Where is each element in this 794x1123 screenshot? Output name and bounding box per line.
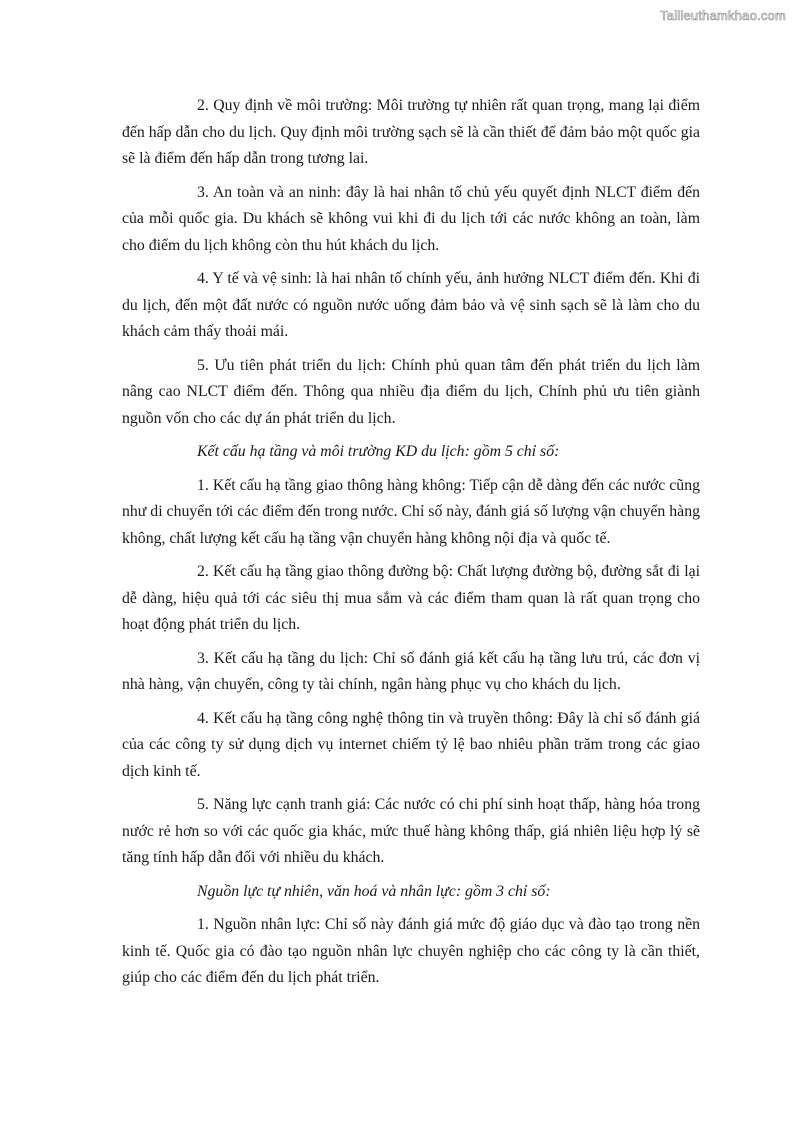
section-heading-resources: Nguồn lực tự nhiên, văn hoá và nhân lực: gồm 3 chỉ số:	[197, 882, 551, 900]
paragraph-tourism-priority: 5. Ưu tiên phát triển du lịch: Chính phủ quan tâm đến phát triển du lịch làm nâng cao NLCT điểm đến. Thông qua nhiều địa điểm du lịch, Chính phủ ưu tiên giành nguồn vốn cho các dự án phát triển du lịch.	[122, 356, 700, 427]
document-page	[122, 93, 700, 999]
watermark-text: Tailieuthamkhao.com	[660, 8, 786, 23]
paragraph-tourism-infrastructure: 3. Kết cấu hạ tầng du lịch: Chỉ số đánh giá kết cấu hạ tầng lưu trú, các đơn vị nhà hàng, vận chuyển, công ty tài chính, ngân hàng phục vụ cho khách du lịch.	[122, 649, 700, 693]
paragraph-ict-infrastructure: 4. Kết cấu hạ tầng công nghệ thông tin và truyền thông: Đây là chỉ số đánh giá của các công ty sử dụng dịch vụ internet chiếm tỷ lệ bao nhiêu phần trăm trong các giao dịch kinh tế.	[122, 709, 700, 780]
paragraph-safety-security: 3. An toàn và an ninh: đây là hai nhân tố chủ yếu quyết định NLCT điểm đến của mỗi quốc gia. Du khách sẽ không vui khi đi du lịch tới các nước không an toàn, làm cho điểm du lịch không còn thu hút khách du lịch.	[122, 183, 700, 254]
paragraph-health-hygiene: 4. Y tế và vệ sinh: là hai nhân tố chính yếu, ảnh hưởng NLCT điểm đến. Khi đi du lịch, đến một đất nước có nguồn nước uống đảm bảo và vệ sinh sạch sẽ là làm cho du khách cảm thấy thoải mái.	[122, 270, 700, 340]
paragraph-price-competitiveness: 5. Năng lực cạnh tranh giá: Các nước có chi phí sinh hoạt thấp, hàng hóa trong nước rẻ hơn so với các quốc gia khác, mức thuế hàng không thấp, giá nhiên liệu hợp lý sẽ tăng tính hấp dẫn đối với nhiều du khách.	[122, 796, 700, 866]
paragraph-road-transport: 2. Kết cấu hạ tầng giao thông đường bộ: Chất lượng đường bộ, đường sắt đi lại dễ dàng, hiệu quả tới các siêu thị mua sắm và các điểm tham quan là rất quan trọng cho hoạt động phát triển du lịch.	[122, 563, 700, 633]
paragraph-air-transport: 1. Kết cấu hạ tầng giao thông hàng không: Tiếp cận dễ dàng đến các nước cũng như di chuyển tới các điểm đến trong nước. Chỉ số này, đánh giá số lượng vận chuyển hàng không, chất lượng kết cấu hạ tầng vận chuyển hàng không nội địa và quốc tế.	[122, 476, 700, 547]
paragraph-environment-regulation: 2. Quy định về môi trường: Môi trường tự nhiên rất quan trọng, mang lại điểm đến hấp dẫn cho du lịch. Quy định môi trường sạch sẽ là cần thiết để đảm bảo một quốc gia sẽ là điểm đến hấp dẫn trong tương lai.	[122, 97, 700, 167]
paragraph-human-resources: 1. Nguồn nhân lực: Chỉ số này đánh giá mức độ giáo dục và đào tạo trong nền kinh tế. Quốc gia có đào tạo nguồn nhân lực chuyên nghiệp cho các công ty là cần thiết, giúp cho các điểm đến du lịch phát triển.	[122, 916, 700, 986]
section-heading-infrastructure: Kết cấu hạ tầng và môi trường KD du lịch: gồm 5 chỉ số:	[197, 443, 560, 460]
